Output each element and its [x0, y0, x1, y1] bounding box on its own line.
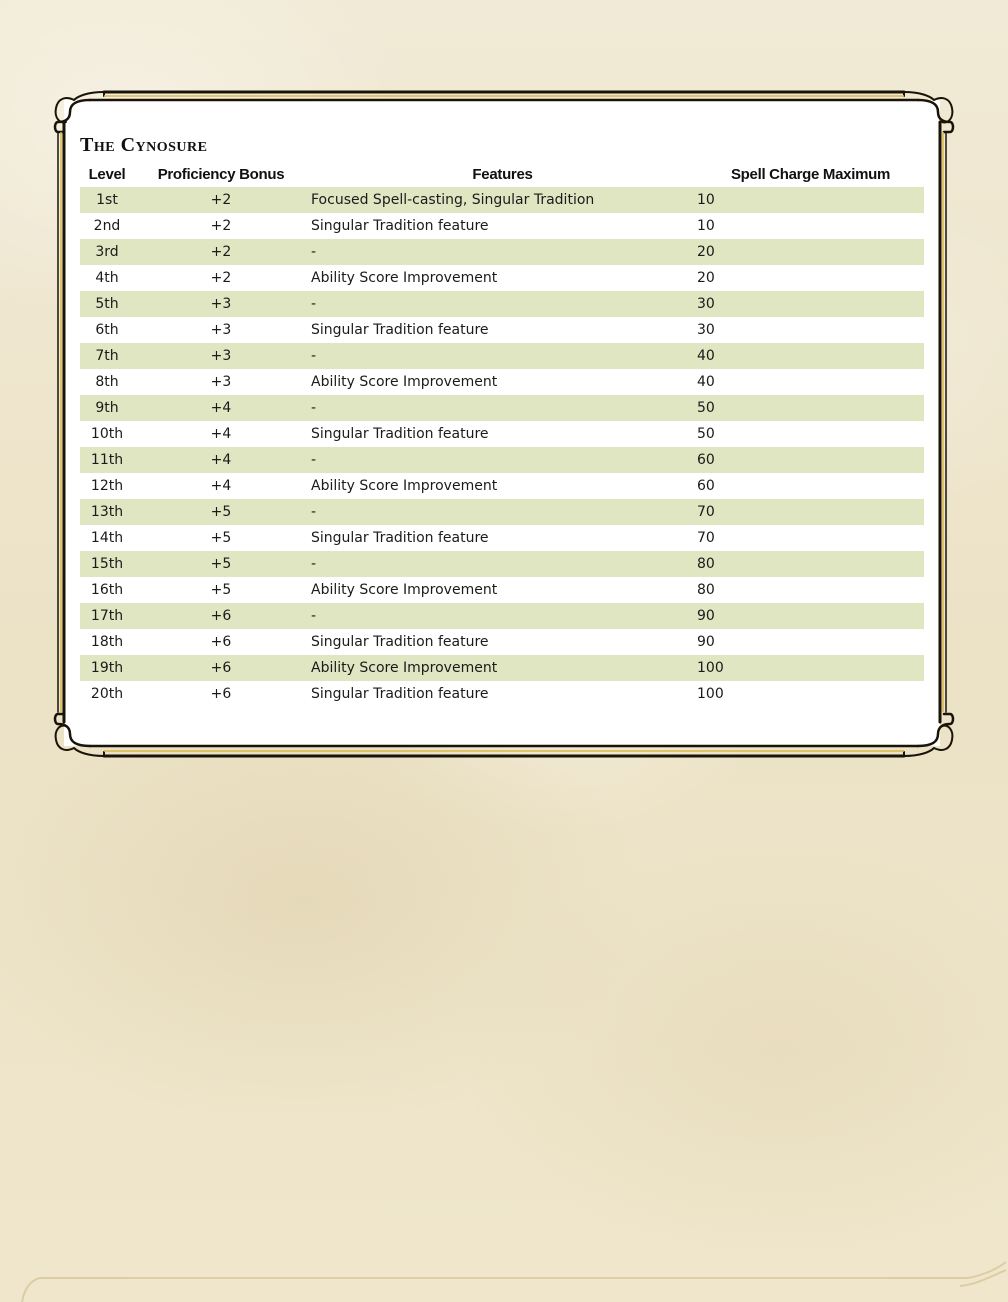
column-header-level: Level — [88, 165, 126, 183]
cell-spell-charge: 40 — [697, 343, 924, 369]
table-row — [80, 473, 924, 499]
cell-spell-charge: 30 — [697, 291, 924, 317]
column-header-spell-charge-maximum: Spell Charge Maximum — [730, 165, 891, 183]
cell-proficiency-bonus: +2 — [134, 187, 308, 213]
cell-proficiency-bonus: +3 — [134, 291, 308, 317]
table-row — [80, 681, 924, 707]
table-row — [80, 369, 924, 395]
table-row — [80, 603, 924, 629]
cell-level: 14th — [80, 525, 134, 551]
cell-features: Singular Tradition feature — [308, 629, 697, 655]
cell-spell-charge: 90 — [697, 629, 924, 655]
cell-features: Singular Tradition feature — [308, 681, 697, 707]
cell-spell-charge: 60 — [697, 473, 924, 499]
cell-level: 15th — [80, 551, 134, 577]
cell-spell-charge: 70 — [697, 499, 924, 525]
cell-spell-charge: 90 — [697, 603, 924, 629]
cell-features: - — [308, 239, 697, 265]
cell-spell-charge: 80 — [697, 577, 924, 603]
cell-level: 8th — [80, 369, 134, 395]
table-row — [80, 187, 924, 213]
cell-features: - — [308, 395, 697, 421]
table-row — [80, 291, 924, 317]
cell-spell-charge: 10 — [697, 187, 924, 213]
cell-level: 17th — [80, 603, 134, 629]
cell-level: 3rd — [80, 239, 134, 265]
cell-spell-charge: 40 — [697, 369, 924, 395]
cell-features: - — [308, 343, 697, 369]
cell-level: 10th — [80, 421, 134, 447]
cell-spell-charge: 30 — [697, 317, 924, 343]
table-row — [80, 343, 924, 369]
cell-spell-charge: 60 — [697, 447, 924, 473]
cell-spell-charge: 20 — [697, 265, 924, 291]
cell-spell-charge: 70 — [697, 525, 924, 551]
cell-level: 7th — [80, 343, 134, 369]
cell-proficiency-bonus: +6 — [134, 629, 308, 655]
column-header-features: Features — [472, 165, 533, 183]
column-header-proficiency-bonus: Proficiency Bonus — [157, 165, 285, 183]
cell-proficiency-bonus: +2 — [134, 239, 308, 265]
cell-features: Ability Score Improvement — [308, 473, 697, 499]
table-header-row — [80, 161, 924, 187]
cell-features: Ability Score Improvement — [308, 265, 697, 291]
cell-proficiency-bonus: +2 — [134, 265, 308, 291]
cell-proficiency-bonus: +4 — [134, 395, 308, 421]
class-progression-table — [80, 161, 924, 707]
table-row — [80, 421, 924, 447]
cell-features: Singular Tradition feature — [308, 317, 697, 343]
cell-level: 18th — [80, 629, 134, 655]
cell-spell-charge: 80 — [697, 551, 924, 577]
cell-features: - — [308, 551, 697, 577]
table-row — [80, 629, 924, 655]
cell-features: Focused Spell-casting, Singular Tradition — [308, 187, 697, 213]
cell-level: 19th — [80, 655, 134, 681]
table-row — [80, 525, 924, 551]
cell-proficiency-bonus: +2 — [134, 213, 308, 239]
cell-features: - — [308, 603, 697, 629]
table-row — [80, 213, 924, 239]
cell-level: 12th — [80, 473, 134, 499]
cell-level: 4th — [80, 265, 134, 291]
table-row — [80, 317, 924, 343]
cell-spell-charge: 20 — [697, 239, 924, 265]
cell-spell-charge: 100 — [697, 681, 924, 707]
cell-spell-charge: 10 — [697, 213, 924, 239]
cell-proficiency-bonus: +5 — [134, 499, 308, 525]
cell-spell-charge: 50 — [697, 421, 924, 447]
cell-level: 2nd — [80, 213, 134, 239]
cell-features: - — [308, 447, 697, 473]
cell-level: 20th — [80, 681, 134, 707]
table-row — [80, 499, 924, 525]
cell-proficiency-bonus: +4 — [134, 447, 308, 473]
table-row — [80, 239, 924, 265]
cell-proficiency-bonus: +6 — [134, 655, 308, 681]
cell-level: 16th — [80, 577, 134, 603]
cell-level: 11th — [80, 447, 134, 473]
cell-proficiency-bonus: +3 — [134, 317, 308, 343]
cell-level: 1st — [80, 187, 134, 213]
cell-level: 13th — [80, 499, 134, 525]
table-row — [80, 395, 924, 421]
cell-proficiency-bonus: +6 — [134, 603, 308, 629]
cell-features: Singular Tradition feature — [308, 213, 697, 239]
cell-proficiency-bonus: +5 — [134, 577, 308, 603]
cell-proficiency-bonus: +4 — [134, 473, 308, 499]
table-row — [80, 265, 924, 291]
cell-features: Singular Tradition feature — [308, 421, 697, 447]
cell-spell-charge: 50 — [697, 395, 924, 421]
cell-level: 6th — [80, 317, 134, 343]
cell-proficiency-bonus: +5 — [134, 551, 308, 577]
cell-features: Singular Tradition feature — [308, 525, 697, 551]
cell-level: 9th — [80, 395, 134, 421]
cell-spell-charge: 100 — [697, 655, 924, 681]
cell-features: Ability Score Improvement — [308, 369, 697, 395]
table-row — [80, 655, 924, 681]
cell-features: Ability Score Improvement — [308, 655, 697, 681]
table-title: The Cynosure — [80, 134, 208, 156]
cell-proficiency-bonus: +3 — [134, 369, 308, 395]
cell-proficiency-bonus: +5 — [134, 525, 308, 551]
cell-level: 5th — [80, 291, 134, 317]
table-row — [80, 551, 924, 577]
cell-features: - — [308, 291, 697, 317]
cell-proficiency-bonus: +3 — [134, 343, 308, 369]
table-row — [80, 447, 924, 473]
cell-features: - — [308, 499, 697, 525]
cell-proficiency-bonus: +4 — [134, 421, 308, 447]
table-row — [80, 577, 924, 603]
cell-features: Ability Score Improvement — [308, 577, 697, 603]
cell-proficiency-bonus: +6 — [134, 681, 308, 707]
